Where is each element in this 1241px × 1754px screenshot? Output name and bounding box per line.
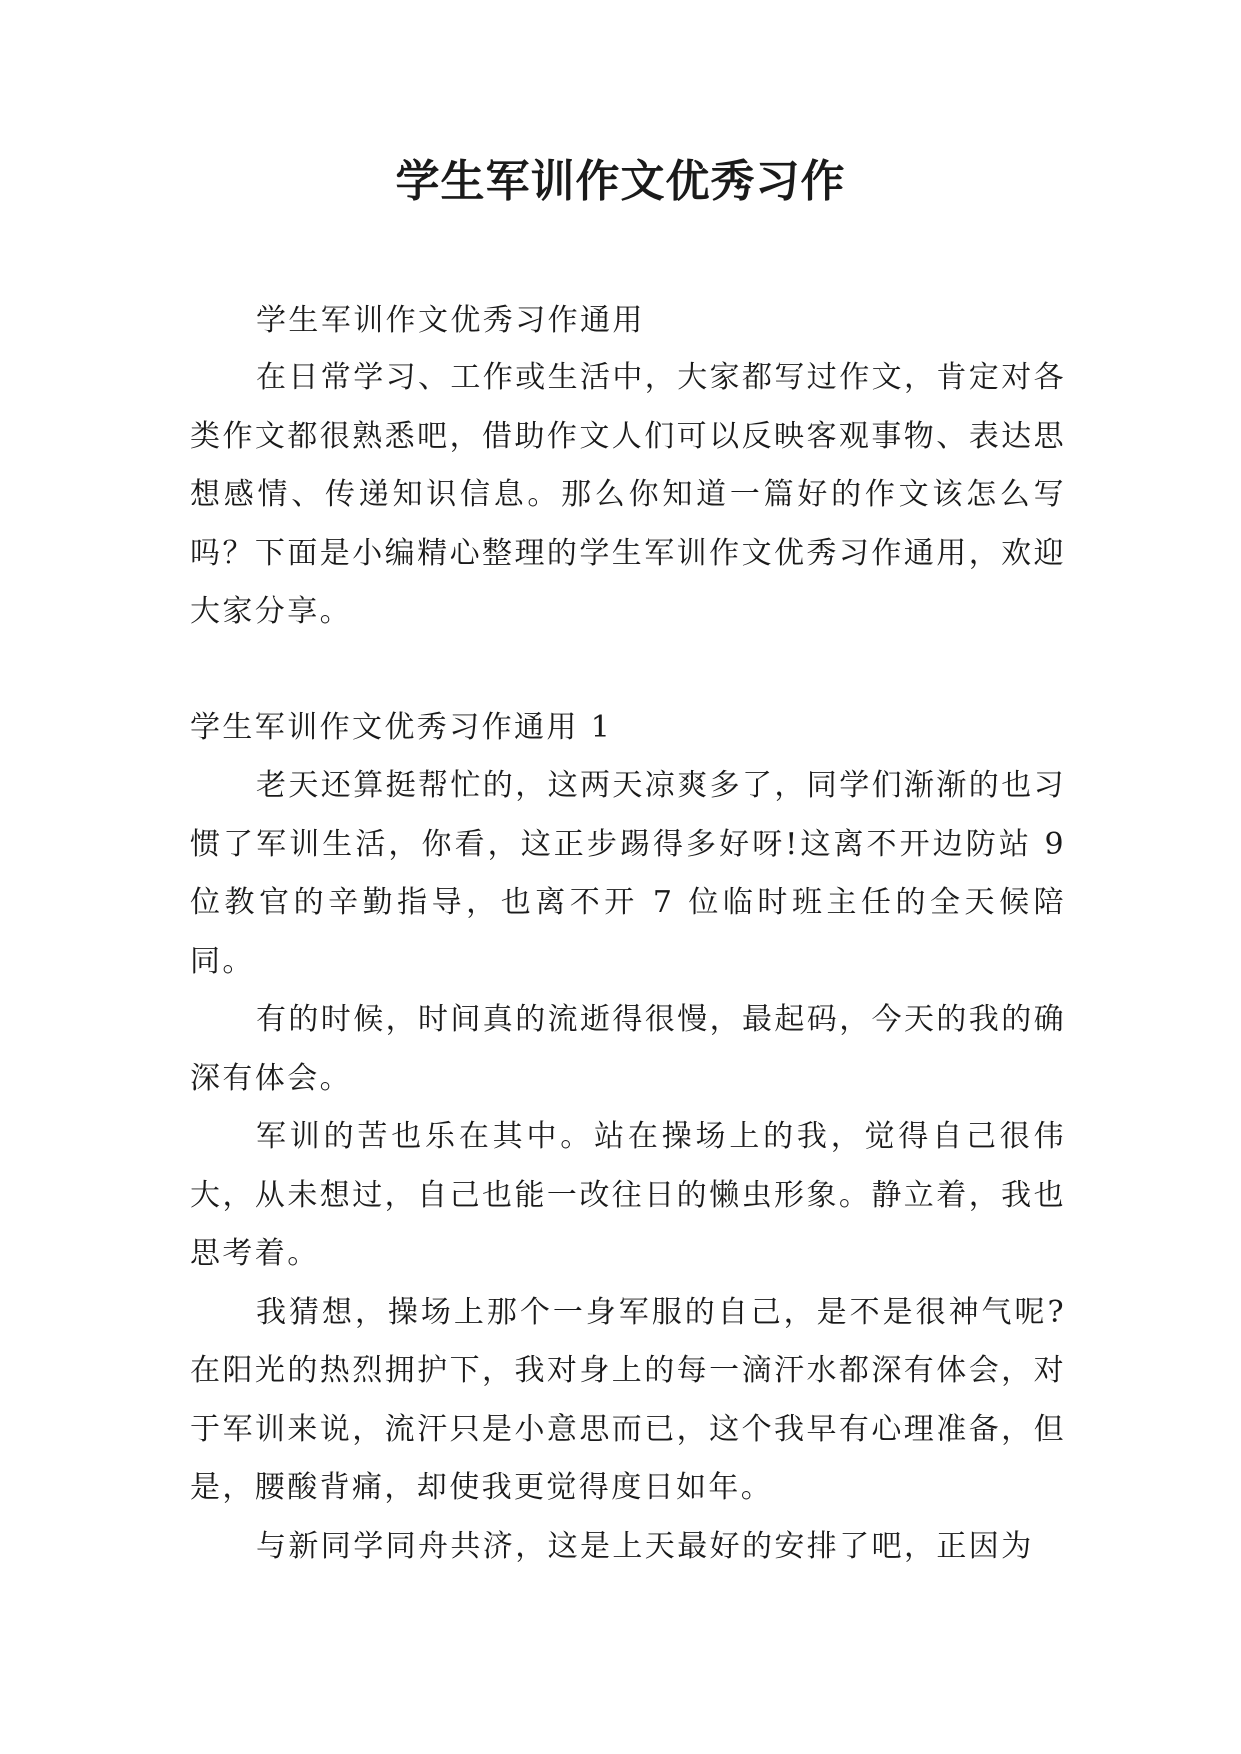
essay-body <box>190 757 1066 1576</box>
essay-paragraph-4: 我猜想，操场上那个一身军服的自己，是不是很神气呢?在阳光的热烈拥护下，我对身上的每一滴汗水都深有体会，对于军训来说，流汗只是小意思而已，这个我早有心理准备，但是，腰酸背痛，却使我更觉得度日如年。 <box>190 1294 1066 1505</box>
essay-paragraph-2: 有的时候，时间真的流逝得很慢，最起码，今天的我的确深有体会。 <box>190 1002 1066 1096</box>
document-title: 学生军训作文优秀习作 <box>395 156 846 207</box>
document-subtitle: 学生军训作文优秀习作通用 <box>256 303 645 338</box>
essay-paragraph-5: 与新同学同舟共济，这是上天最好的安排了吧，正因为 <box>256 1528 1034 1564</box>
section-heading: 学生军训作文优秀习作通用 1 <box>190 710 613 745</box>
essay-paragraph-3: 军训的苦也乐在其中。站在操场上的我，觉得自己很伟大，从未想过，自己也能一改往日的懒虫形象。静立着，我也思考着。 <box>190 1119 1066 1271</box>
essay-paragraph-1: 老天还算挺帮忙的，这两天凉爽多了，同学们渐渐的也习惯了军训生活，你看，这正步踢得多好呀!这离不开边防站 9 位教官的辛勤指导，也离不开 7 位临时班主任的全天候陪同。 <box>190 768 1066 979</box>
intro-paragraph: 在日常学习、工作或生活中，大家都写过作文，肯定对各类作文都很熟悉吧，借助作文人们可以反映客观事物、表达思想感情、传递知识信息。那么你知道一篇好的作文该怎么写吗？下面是小编精心整理的学生军训作文优秀习作通用，欢迎大家分享。 <box>190 360 1066 629</box>
